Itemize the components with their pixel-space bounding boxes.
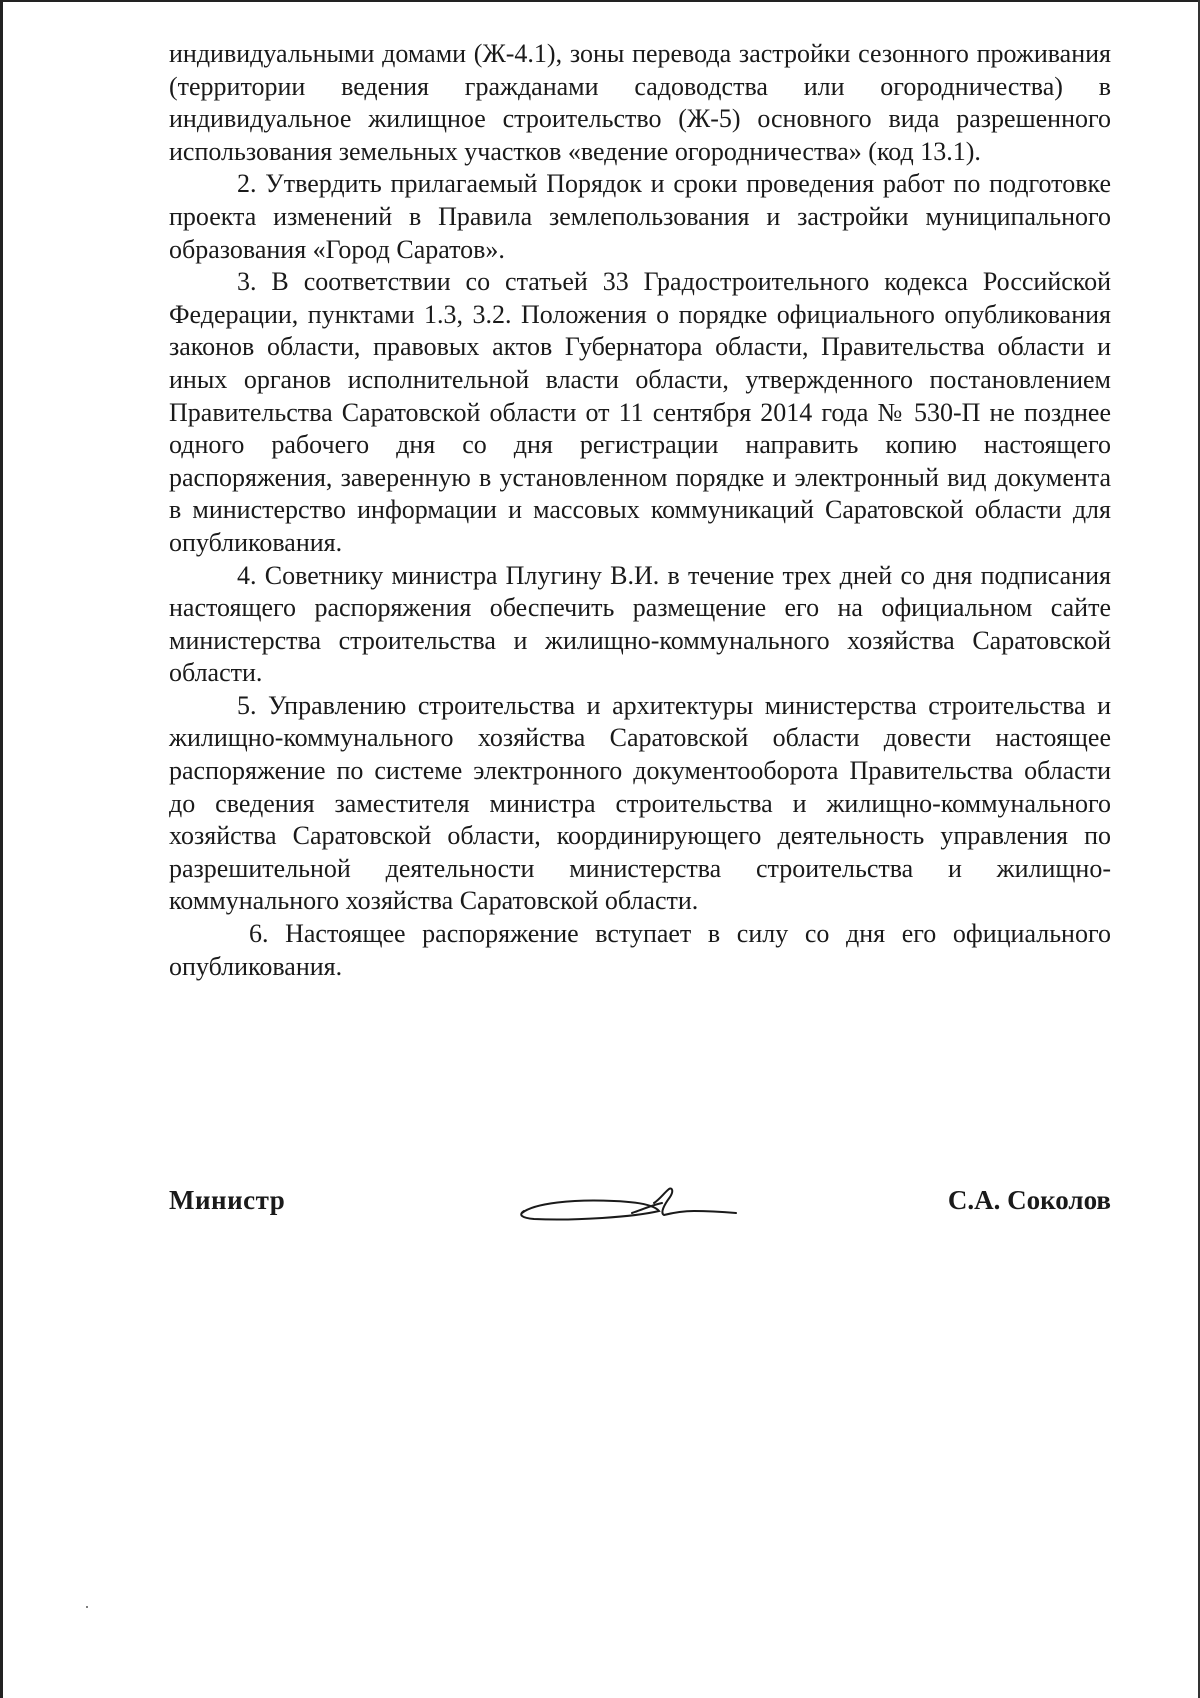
signatory-title: Министр (169, 1185, 286, 1215)
item-3-paragraph: 3. В соответствии со статьей 33 Градостроительного кодекса Российской Федерации, пунктами 1.3, 3.2. Положения о порядке официального опубликования законов области, правовых актов Губернатора области, Правительства области и иных органов исполнительной власти области, утвержденного постановлением Правительства Саратовской области от 11 сентября 2014 года № 530-П не позднее одного рабочего дня со дня регистрации направить копию настоящего распоряжения, заверенную в установленном порядке и электронный вид документа в министерство информации и массовых коммуникаций Саратовской области для опубликования. (169, 267, 1111, 557)
scan-speck (86, 1606, 88, 1608)
scan-edge-top (0, 0, 1200, 2)
item-6-paragraph: 6. Настоящее распоряжение вступает в силу со дня его официального опубликования. (169, 919, 1111, 981)
continuation-paragraph: индивидуальными домами (Ж-4.1), зоны перевода застройки сезонного проживания (территории ведения гражданами садоводства или огородничества) в индивидуальное жилищное строительство (Ж-5) основного вида разрешенного использования земельных участков «ведение огородничества» (код 13.1). (169, 39, 1111, 166)
item-5-paragraph: 5. Управлению строительства и архитектуры министерства строительства и жилищно-коммунального хозяйства Саратовской области довести настоящее распоряжение по системе электронного документооборота Правительства области до сведения заместителя министра строительства и жилищно-коммунального хозяйства Саратовской области, координирующего деятельность управления по разрешительной деятельности министерства строительства и жилищно-коммунального хозяйства Саратовской области. (169, 690, 1111, 916)
item-4-paragraph: 4. Советнику министра Плугину В.И. в течение трех дней со дня подписания настоящего распоряжения обеспечить размещение его на официальном сайте министерства строительства и жилищно-коммунального хозяйства Саратовской области. (169, 560, 1111, 688)
signatory-name: С.А. Соколов (947, 1185, 1111, 1215)
document-body (169, 38, 1111, 983)
item-2-paragraph: 2. Утвердить прилагаемый Порядок и сроки проведения работ по подготовке проекта изменений в Правила землепользования и застройки муниципального образования «Город Саратов». (169, 169, 1111, 264)
scan-edge-left (0, 0, 3, 1698)
handwritten-signature (514, 1173, 744, 1233)
signature-block (169, 1185, 1111, 1245)
